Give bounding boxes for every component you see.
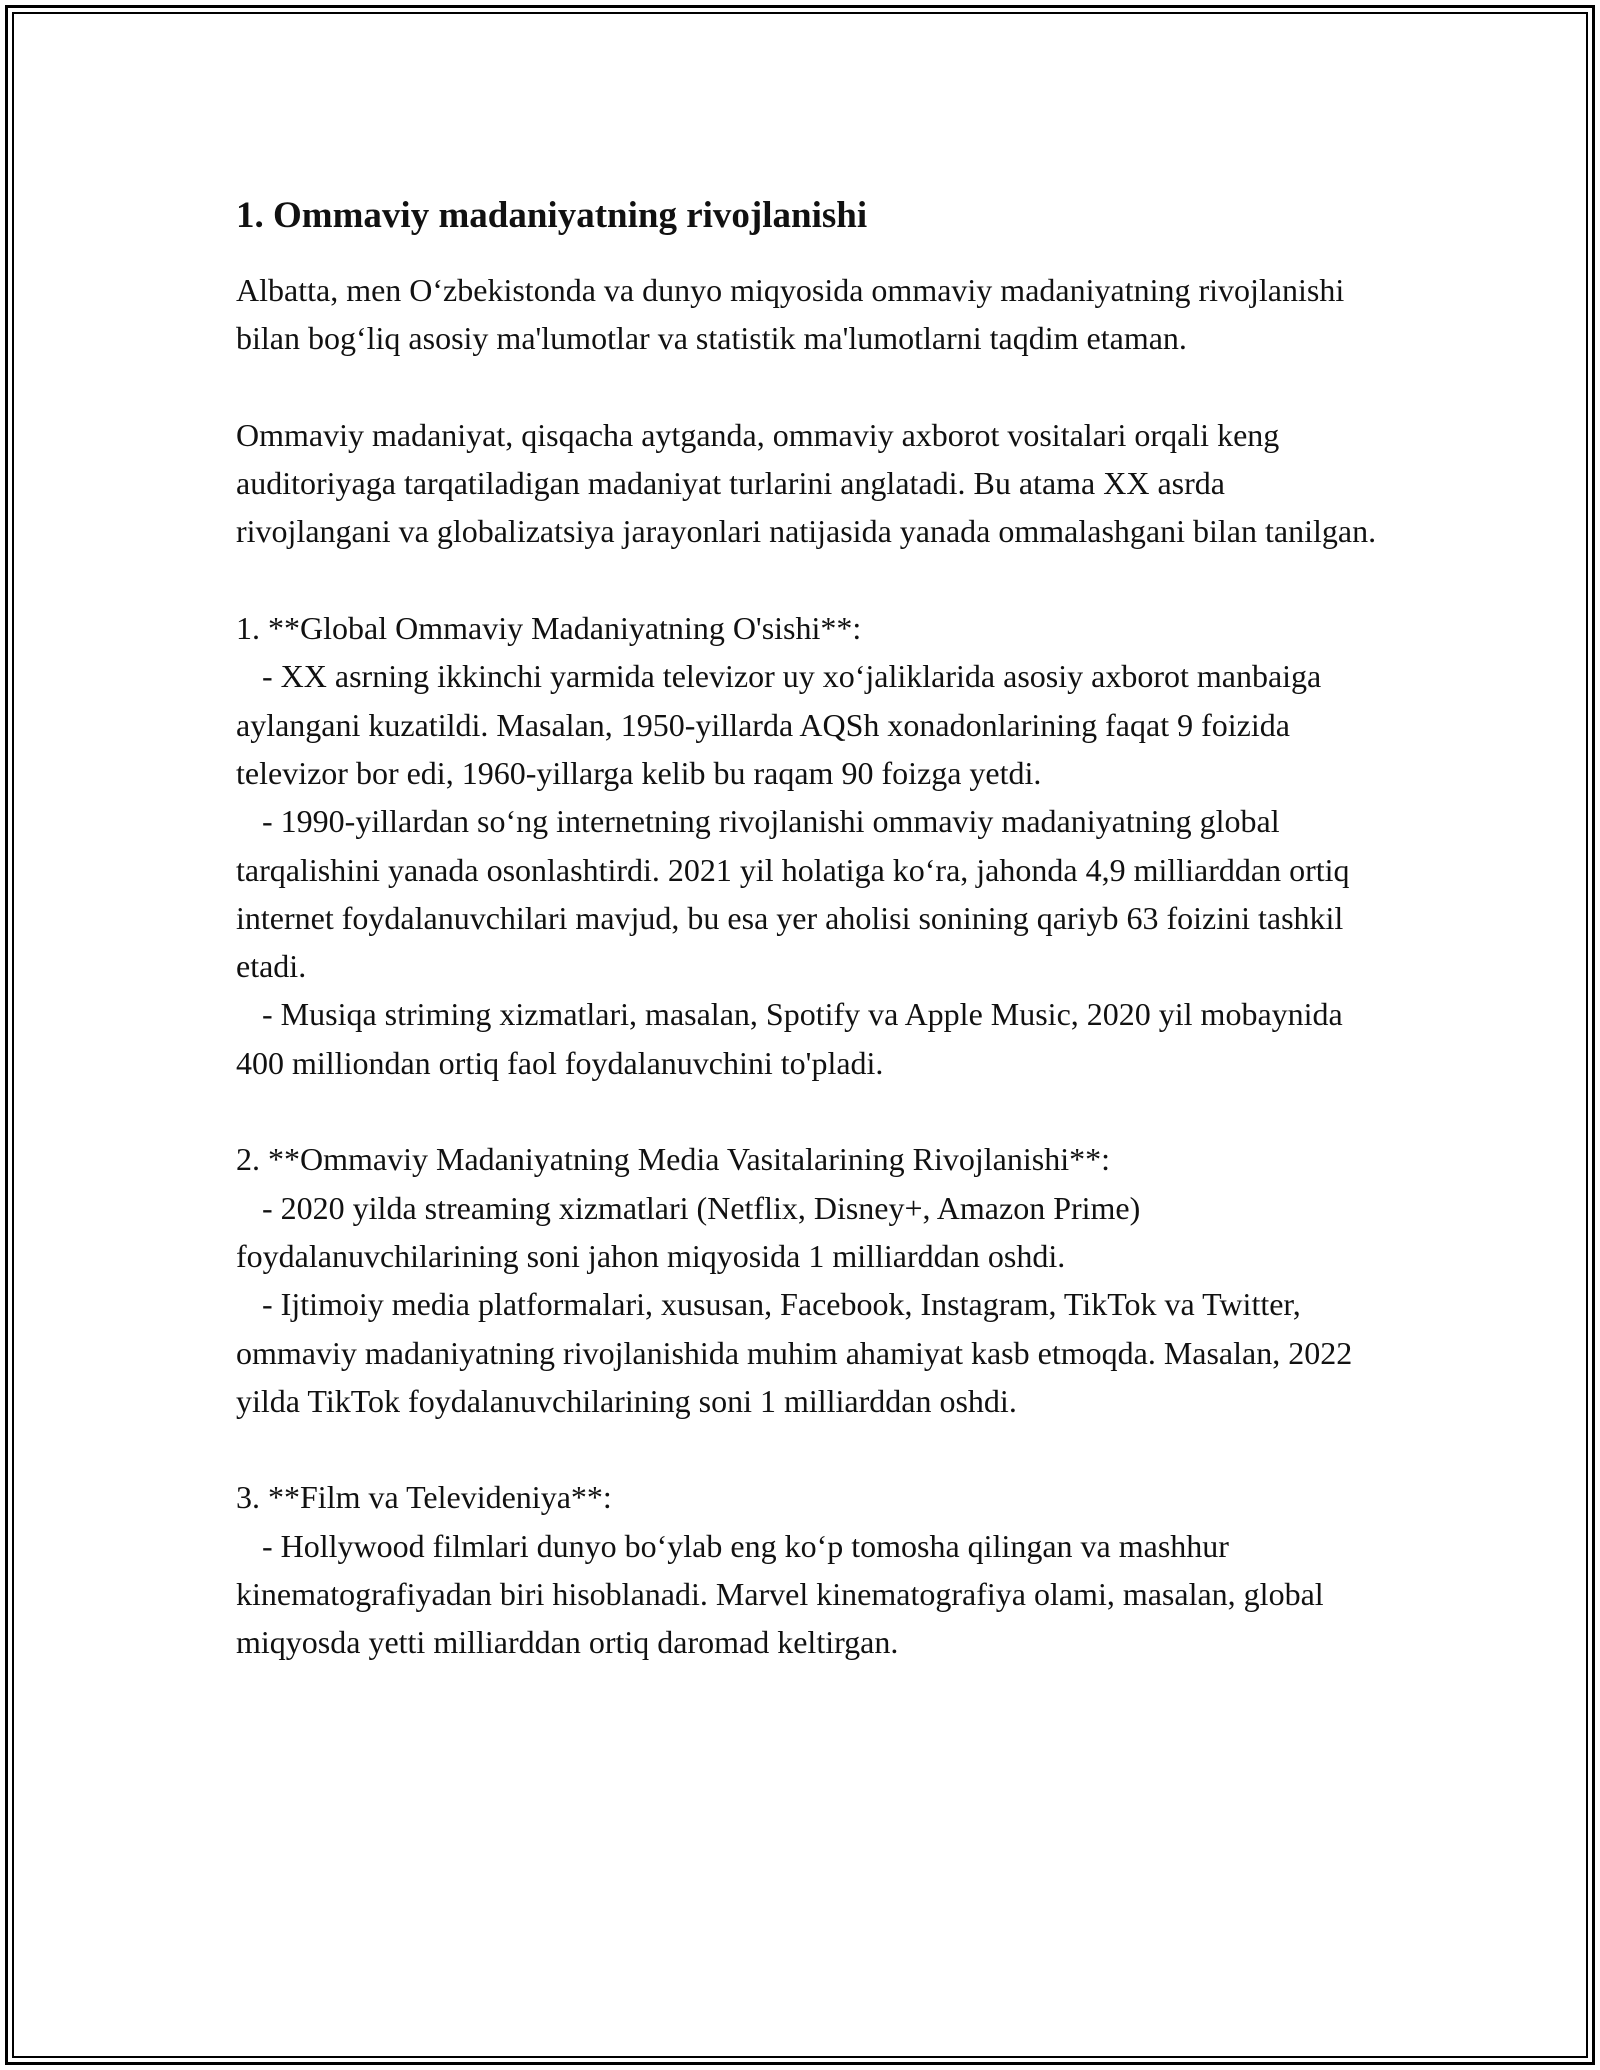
section-heading: 3. **Film va Televideniya**: [236, 1479, 612, 1516]
section-heading: 1. **Global Ommaviy Madaniyatning O'sishi**: [236, 610, 862, 647]
document-title: 1. Ommaviy madaniyatning rivojlanishi [236, 195, 868, 236]
section-heading: 2. **Ommaviy Madaniyatning Media Vasitalarining Rivojlanishi**: [236, 1141, 1110, 1178]
bullet-item: - XX asrning ikkinchi yarmida televizor uy xo‘jaliklarida asosiy axborot manbaiga aylangani kuzatildi. Masalan, 1950-yillarda AQSh xonadonlarining faqat 9 foizida televizor bor edi, 1960-yillarga kelib bu raqam 90 foizga yetdi. [236, 658, 1322, 791]
section-media-development [236, 1135, 1386, 1425]
bullet-item: - Musiqa striming xizmatlari, masalan, Spotify va Apple Music, 2020 yil mobaynida 400 milliondan ortiq faol foydalanuvchini to'pladi. [236, 996, 1343, 1081]
bullet-item: - Hollywood filmlari dunyo bo‘ylab eng ko‘p tomosha qilingan va mashhur kinematografiyadan biri hisoblanadi. Marvel kinematografiya olami, masalan, global miqyosda yetti milliarddan ortiq daromad keltirgan. [236, 1527, 1324, 1661]
intro-paragraph: Ommaviy madaniyat, qisqacha aytganda, ommaviy axborot vositalari orqali keng auditoriyaga tarqatiladigan madaniyat turlarini anglatadi. Bu atama XX asrda rivojlangani va globalizatsiya jarayonlari natijasida yanada ommalashgani bilan tanilgan. [236, 416, 1377, 550]
document-body [236, 180, 1386, 1715]
bullet-item: - 1990-yillardan so‘ng internetning rivojlanishi ommaviy madaniyatning global tarqalishini yanada osonlashtirdi. 2021 yil holatiga ko‘ra, jahonda 4,9 milliarddan ortiq internet foydalanuvchilari mavjud, bu esa yer aholisi sonining qariyb 63 foizini tashkil etadi. [236, 803, 1350, 985]
bullet-item: - 2020 yilda streaming xizmatlari (Netflix, Disney+, Amazon Prime) foydalanuvchilarining soni jahon miqyosida 1 milliarddan oshdi. [236, 1189, 1141, 1274]
bullet-item: - Ijtimoiy media platformalari, xususan, Facebook, Instagram, TikTok va Twitter, ommaviy madaniyatning rivojlanishida muhim ahamiyat kasb etmoqda. Masalan, 2022 yilda TikTok foydalanuvchilarining soni 1 milliarddan oshdi. [236, 1286, 1353, 1419]
section-film-tv [236, 1473, 1386, 1666]
intro-paragraph: Albatta, men O‘zbekistonda va dunyo miqyosida ommaviy madaniyatning rivojlanishi bilan bog‘liq asosiy ma'lumotlar va statistik ma'lumotlarni taqdim etaman. [236, 272, 1345, 357]
section-global-growth [236, 604, 1386, 1087]
